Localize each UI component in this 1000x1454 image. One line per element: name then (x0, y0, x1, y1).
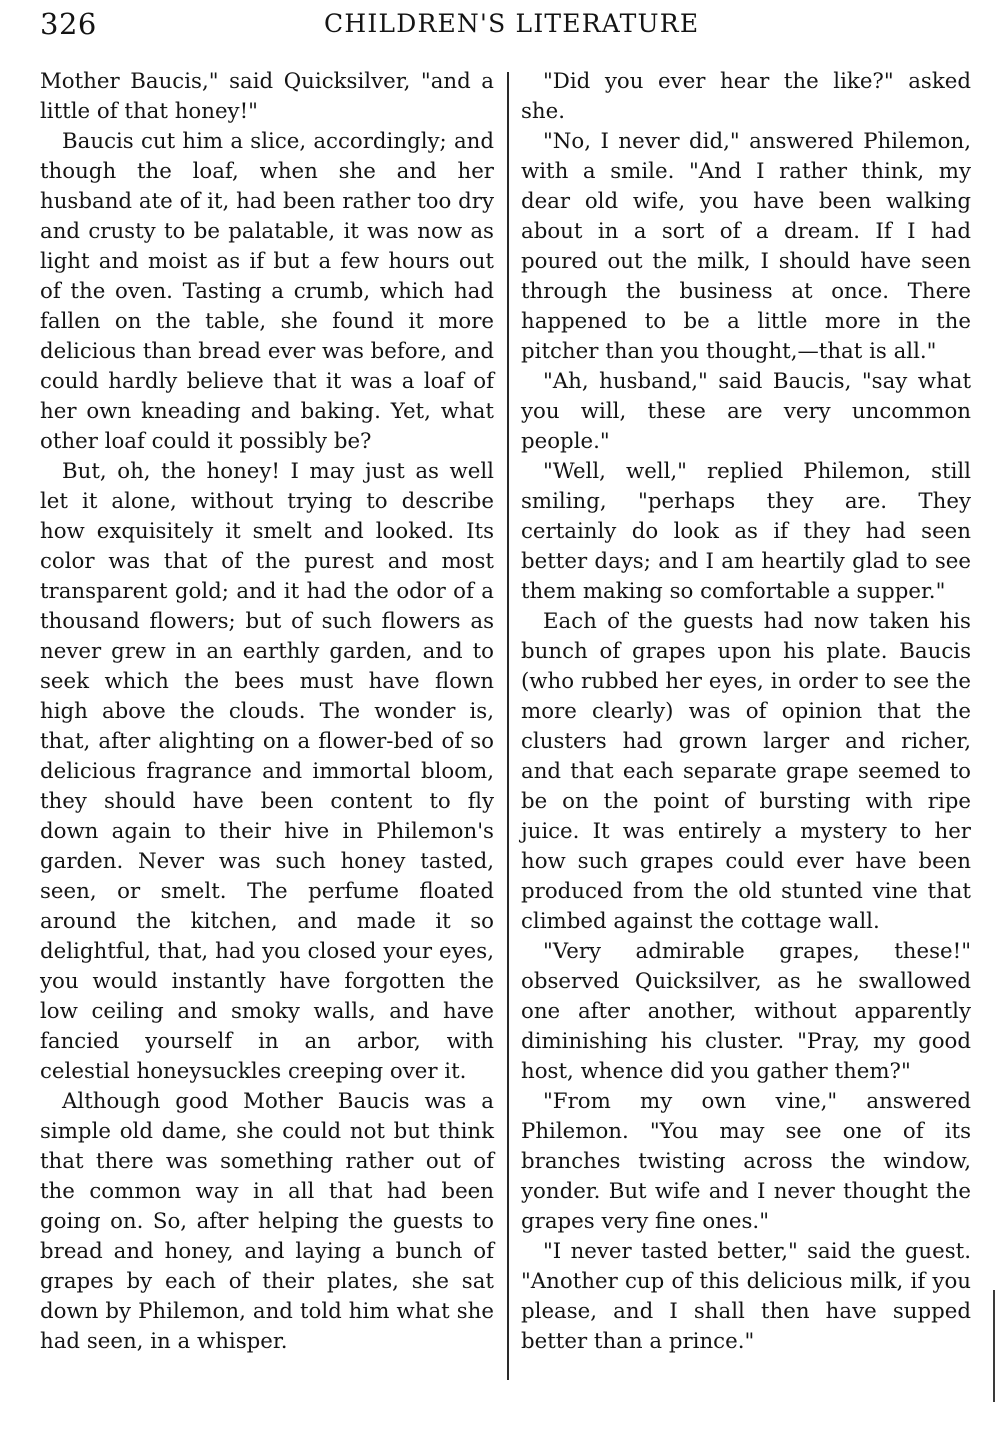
left-column (40, 67, 494, 1357)
paragraph: Although good Mother Baucis was a simple old dame, she could not but think that there was something rather out of the common way in all that had been going on. So, after helping the guests to bread and honey, and laying a bunch of grapes by each of their plates, she sat down by Philemon, and told him what she had seen, in a whisper. (40, 1089, 494, 1354)
paragraph: "From my own vine," answered Philemon. "You may see one of its branches twisting across the window, yonder. But wife and I never thought the grapes very fine ones." (521, 1089, 971, 1234)
page-header (40, 6, 990, 46)
paragraph: "I never tasted better," said the guest. "Another cup of this delicious milk, if you please, and I shall then have supped better than a prince." (521, 1239, 971, 1354)
paragraph: "Did you ever hear the like?" asked she. (521, 69, 971, 124)
paragraph: "Ah, husband," said Baucis, "say what you will, these are very uncommon people." (521, 369, 971, 454)
paragraph: Mother Baucis," said Quicksilver, "and a little of that honey!" (40, 69, 494, 124)
paragraph: "Very admirable grapes, these!" observed Quicksilver, as he swallowed one after another, without apparently diminishing his cluster. "Pray, my good host, whence did you gather them?" (521, 939, 971, 1084)
running-title: CHILDREN'S LITERATURE (324, 9, 700, 38)
column-divider (507, 72, 509, 1380)
paragraph: "No, I never did," answered Philemon, with a smile. "And I rather think, my dear old wife, you have been walking about in a sort of a dream. If I had poured out the milk, I should have seen through the business at once. There happened to be a little more in the pitcher than you thought,—that is all." (521, 129, 971, 364)
margin-rule (993, 1290, 995, 1402)
paragraph: Each of the guests had now taken his bunch of grapes upon his plate. Baucis (who rubbed her eyes, in order to see the more clearly) was of opinion that the clusters had grown larger and richer, and that each separate grape seemed to be on the point of bursting with ripe juice. It was entirely a mystery to her how such grapes could ever have been produced from the old stunted vine that climbed against the cottage wall. (521, 609, 971, 934)
paragraph: But, oh, the honey! I may just as well let it alone, without trying to describe how exquisitely it smelt and looked. Its color was that of the purest and most transparent gold; and it had the odor of a thousand flowers; but of such flowers as never grew in an earthly garden, and to seek which the bees must have flown high above the clouds. The wonder is, that, after alighting on a flower-bed of so delicious fragrance and immortal bloom, they should have been content to fly down again to their hive in Philemon's garden. Never was such honey tasted, seen, or smelt. The perfume floated around the kitchen, and made it so delightful, that, had you closed your eyes, you would instantly have forgotten the low ceiling and smoky walls, and have fancied yourself in an arbor, with celestial honeysuckles creeping over it. (40, 459, 494, 1084)
paragraph: "Well, well," replied Philemon, still smiling, "perhaps they are. They certainly do look as if they had seen better days; and I am heartily glad to see them making so comfortable a supper." (521, 459, 971, 604)
right-column (521, 67, 971, 1357)
paragraph: Baucis cut him a slice, accordingly; and though the loaf, when she and her husband ate of it, had been rather too dry and crusty to be palatable, it was now as light and moist as if but a few hours out of the oven. Tasting a crumb, which had fallen on the table, she found it more delicious than bread ever was before, and could hardly believe that it was a loaf of her own kneading and baking. Yet, what other loaf could it possibly be? (40, 129, 494, 454)
page-number: 326 (40, 7, 97, 41)
